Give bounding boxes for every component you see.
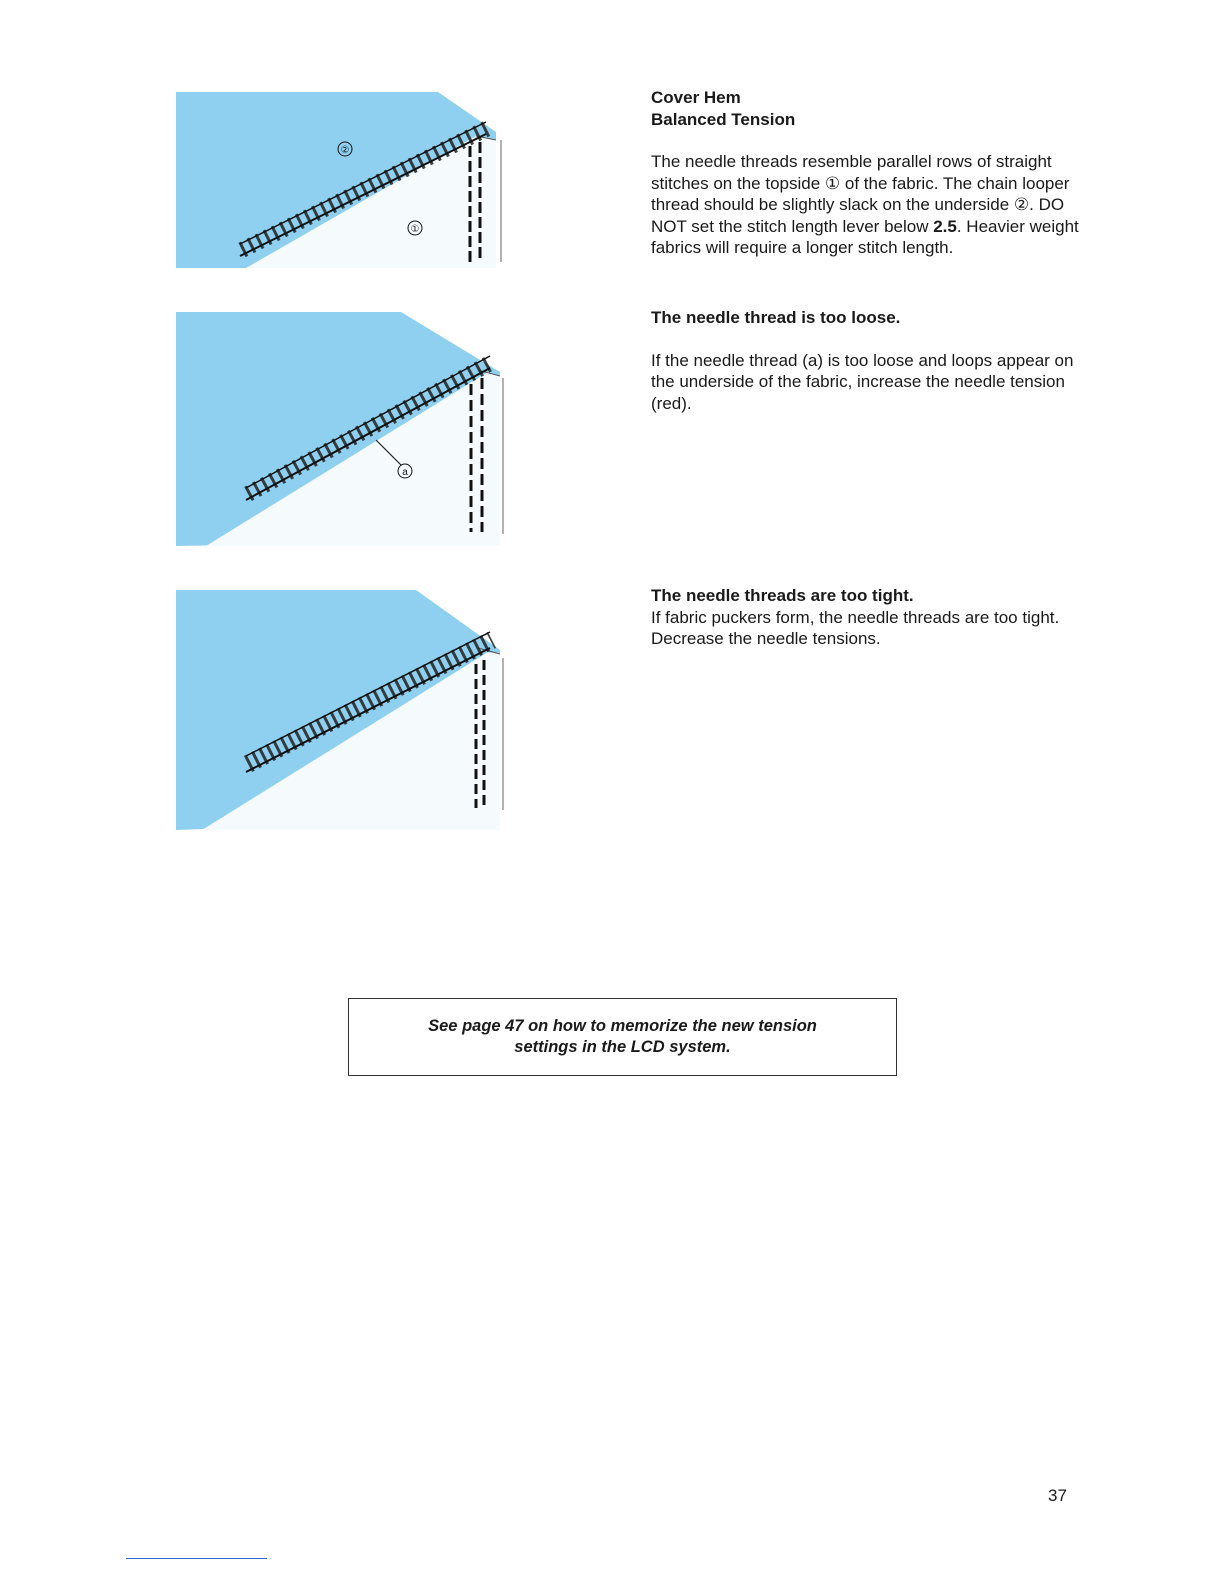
section-heading-loose: The needle thread is too loose.	[651, 308, 901, 327]
loose-thread-label: a	[402, 467, 408, 478]
section-tight-thread	[651, 585, 1081, 650]
note-line-1: See page 47 on how to memorize the new tension	[428, 1017, 817, 1035]
tight-thread-body: If fabric puckers form, the needle threads are too tight. Decrease the needle tensions.	[651, 607, 1060, 648]
balanced-tension-illustration	[176, 90, 506, 270]
memorize-tension-note	[348, 998, 897, 1076]
figure-loose-thread	[176, 310, 506, 546]
topside-marker: ①	[824, 173, 841, 193]
section-heading-cover-hem: Cover Hem	[651, 88, 741, 107]
loose-thread-illustration	[176, 310, 506, 546]
underside-label: ②	[340, 145, 350, 156]
topside-label: ①	[410, 224, 420, 235]
loose-thread-body: If the needle thread (a) is too loose and loops appear on the underside of the fabric, increase the needle tension (red).	[651, 350, 1074, 413]
figure-balanced-tension	[176, 90, 506, 270]
note-line-2: settings in the LCD system.	[514, 1038, 731, 1056]
stitch-length-value: 2.5	[933, 216, 957, 236]
section-balanced-tension	[651, 87, 1081, 259]
balanced-tension-body: The needle threads resemble parallel rows of straight stitches on the topside ① of the fabric. The chain looper thread should be slightly slack on the underside ②. DO NOT set the stitch length lever below 2.5. Heavier weight fabrics will require a longer stitch length.	[651, 152, 1079, 257]
section-heading-tight: The needle threads are too tight.	[651, 586, 914, 605]
figure-tight-thread	[176, 588, 506, 830]
section-heading-balanced-tension: Balanced Tension	[651, 109, 796, 129]
section-loose-thread	[651, 307, 1081, 414]
page-number: 37	[1048, 1486, 1067, 1505]
underside-marker: ②	[1013, 195, 1030, 214]
footer-rule	[126, 1558, 267, 1559]
tight-thread-illustration	[176, 588, 506, 830]
